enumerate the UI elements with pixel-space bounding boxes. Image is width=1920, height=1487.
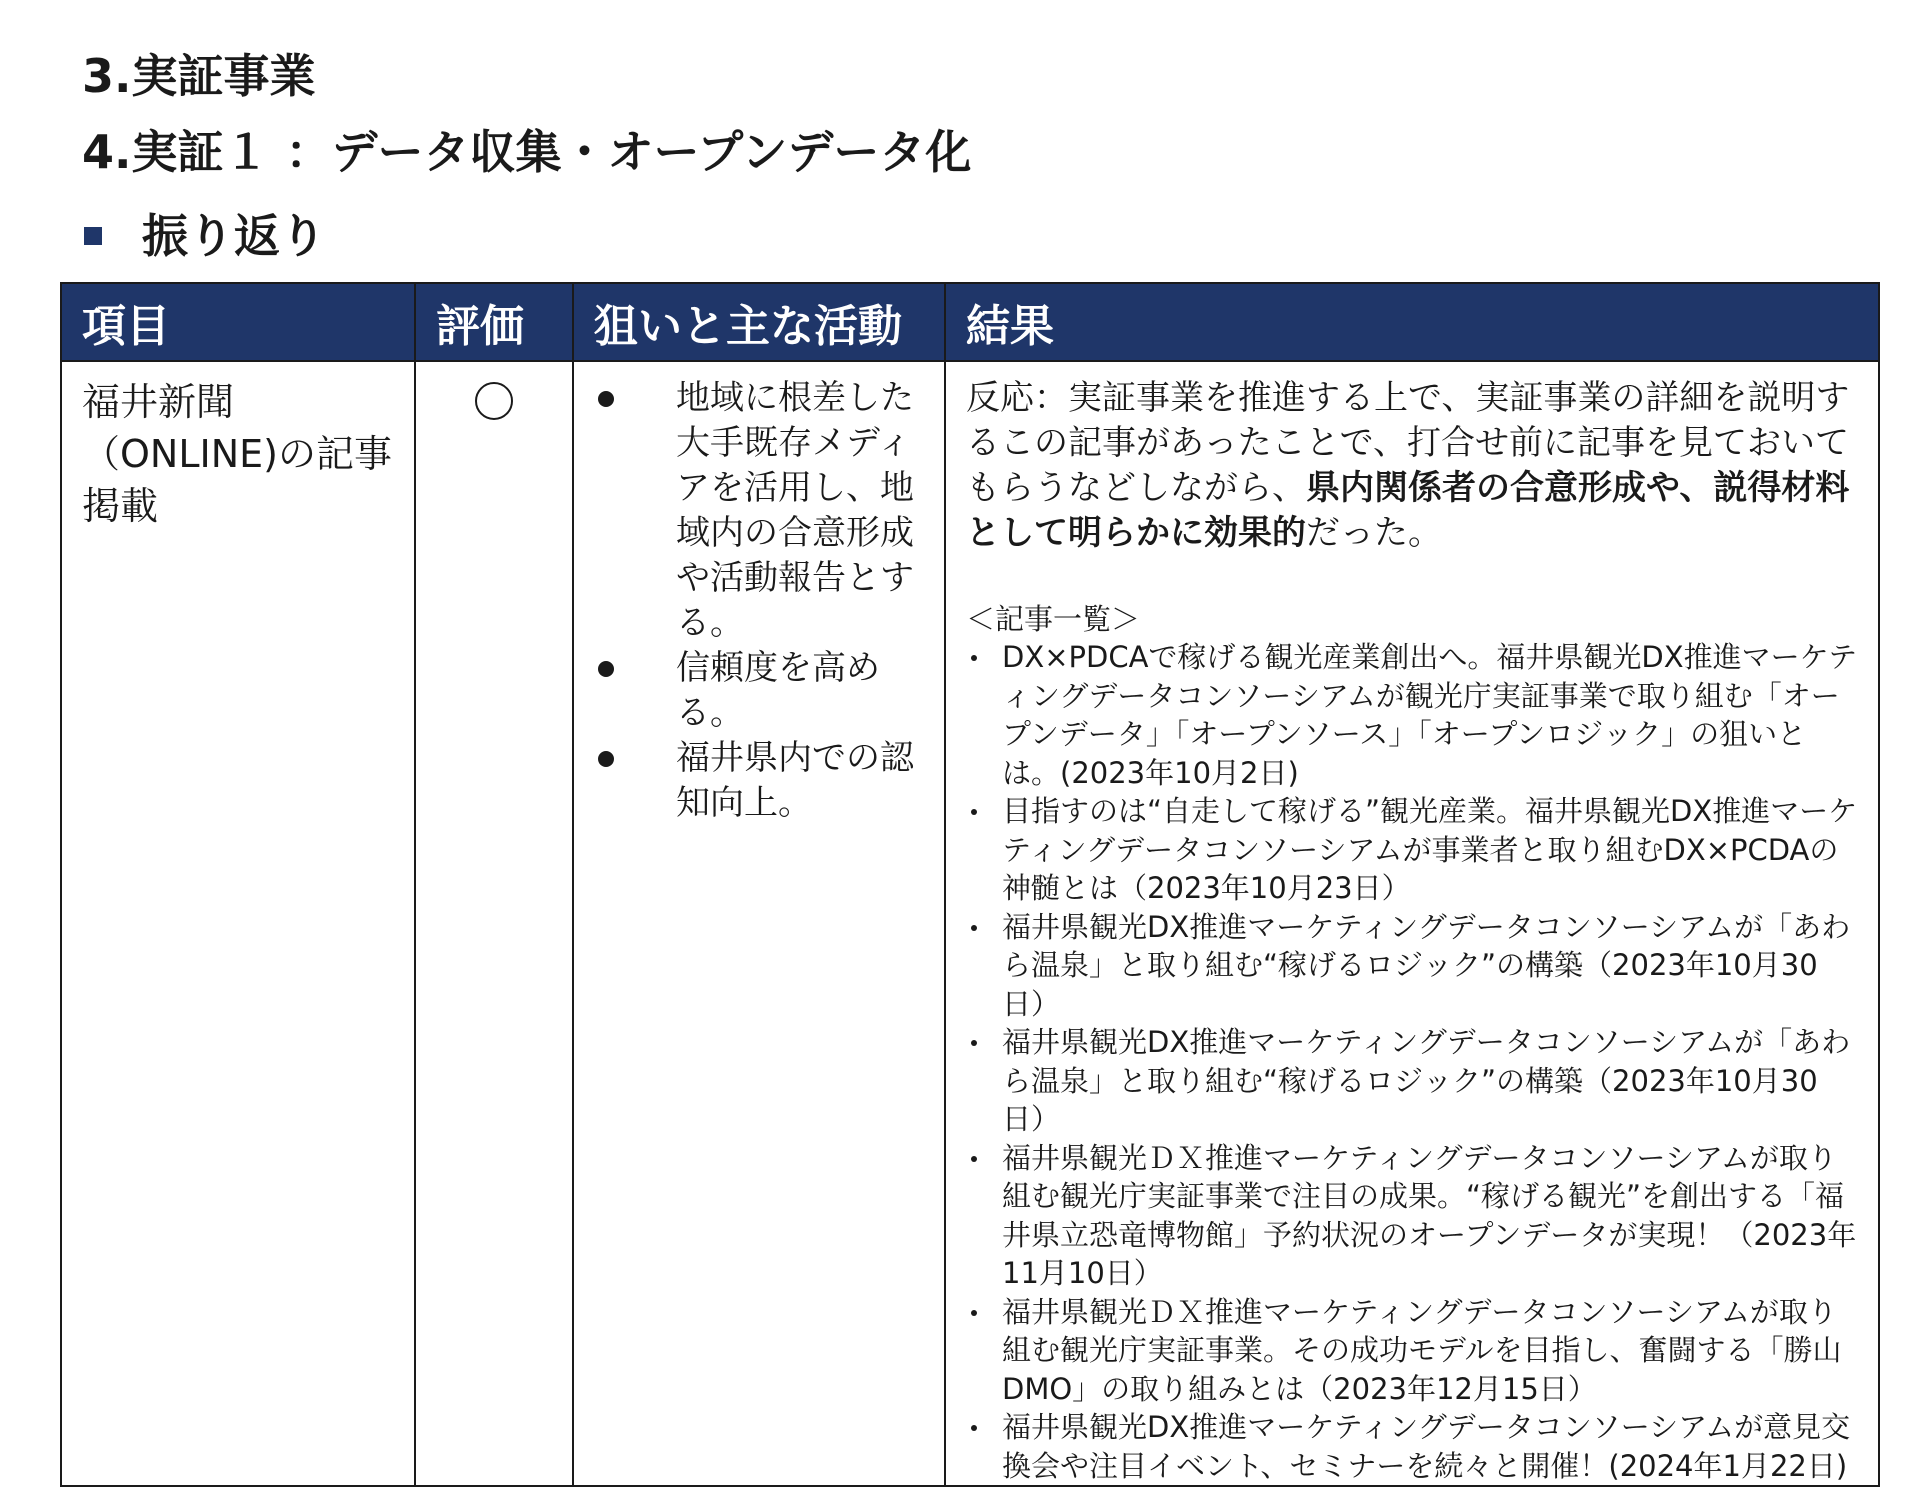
topic-title: 振り返り bbox=[142, 209, 326, 263]
topic-title-row bbox=[82, 198, 1782, 274]
section-title: 3.実証事業 bbox=[82, 49, 316, 103]
list-item: 福井県観光ＤＸ推進マーケティングデータコンソーシアムが取り組む観光庁実証事業。その成功モデルを目指し、奮闘する「勝山DMO」の取り組みとは（2023年12月15日） bbox=[966, 1293, 1858, 1409]
reaction-text bbox=[966, 376, 1858, 556]
header-item: 項目 bbox=[61, 283, 415, 361]
reaction-text-end: だった。 bbox=[1306, 513, 1442, 553]
list-item: 目指すのは“自走して稼げる”観光産業。福井県観光DX推進マーケティングデータコンソーシアムが事業者と取り組むDX×PCDAの神髄とは（2023年10月23日） bbox=[966, 792, 1858, 908]
subsection-title: 4.実証１ ：データ収集・オープンデータ化 bbox=[82, 125, 972, 179]
square-bullet-icon bbox=[84, 227, 102, 245]
article-list-heading: ＜記事一覧＞ bbox=[966, 602, 1141, 636]
table-header-row bbox=[61, 283, 1879, 361]
review-table bbox=[60, 282, 1880, 1487]
header-evaluation: 評価 bbox=[415, 283, 573, 361]
evaluation-cell bbox=[415, 361, 573, 1486]
slide-headings bbox=[82, 46, 1782, 274]
list-item: 福井県観光DX推進マーケティングデータコンソーシアムが意見交換会や注目イベント、セミナーを続々と開催！(2024年1月22日) bbox=[966, 1408, 1858, 1485]
list-item: 福井県観光ＤＸ推進マーケティングデータコンソーシアムが取り組む観光庁実証事業で注目の成果。“稼げる観光”を創出する「福井県立恐竜博物館」予約状況のオープンデータが実現！（2023年11月10日） bbox=[966, 1139, 1858, 1293]
list-item: DX×PDCAで稼げる観光産業創出へ。福井県観光DX推進マーケティングデータコンソーシアムが観光庁実証事業で取り組む「オープンデータ」「オープンソース」「オープンロジック」の狙いとは。(2023年10月2日) bbox=[966, 638, 1858, 792]
list-item: 地域に根差した大手既存メディアを活用し、地域内の合意形成や活動報告とする。 bbox=[594, 376, 924, 646]
article-list bbox=[966, 638, 1858, 1485]
list-item: 福井県観光DX推進マーケティングデータコンソーシアムが「あわら温泉」と取り組む“稼げるロジック”の構築（2023年10月30日） bbox=[966, 908, 1858, 1024]
reaction-text-start: 反応：実証事業を推進する上で、実証事業の詳細を説明するこの記事があったことで、打合せ前に記事を見ておいてもらうなどしながら、 bbox=[966, 378, 1850, 508]
header-result: 結果 bbox=[945, 283, 1879, 361]
table-row bbox=[61, 361, 1879, 1486]
activities-list bbox=[594, 376, 924, 826]
activities-cell bbox=[573, 361, 945, 1486]
list-item: 福井県観光DX推進マーケティングデータコンソーシアムが「あわら温泉」と取り組む“稼げるロジック”の構築（2023年10月30日） bbox=[966, 1023, 1858, 1139]
result-cell bbox=[945, 361, 1879, 1486]
header-activities: 狙いと主な活動 bbox=[573, 283, 945, 361]
list-item: 信頼度を高める。 bbox=[594, 646, 924, 736]
list-item: 福井県内での認知向上。 bbox=[594, 736, 924, 826]
circle-mark-icon bbox=[475, 382, 513, 420]
reaction-text-emphasis: 県内関係者の合意形成や、説得材料として明らかに効果的 bbox=[966, 468, 1850, 553]
item-cell: 福井新聞（ONLINE)の記事掲載 bbox=[61, 361, 415, 1486]
